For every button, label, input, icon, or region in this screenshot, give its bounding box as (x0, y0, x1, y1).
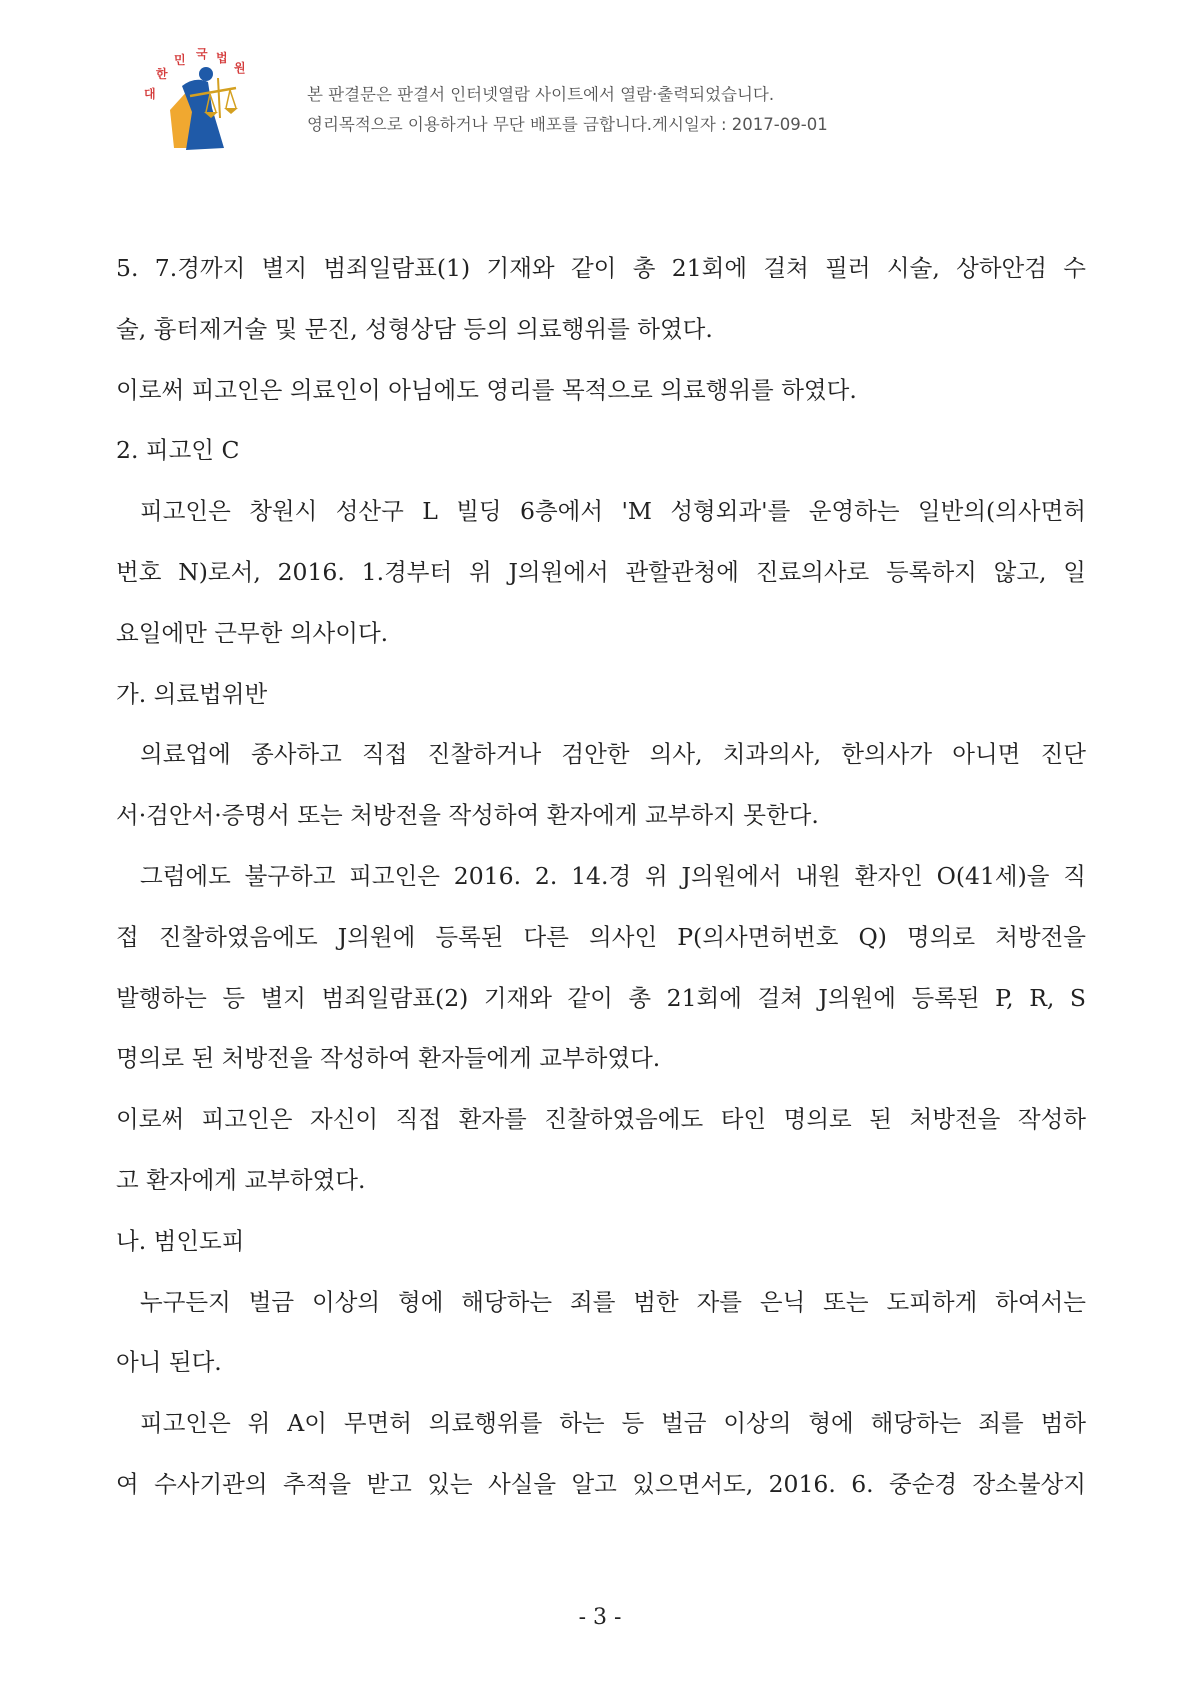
text-line: 접 진찰하였음에도 J의원에 등록된 다른 의사인 P(의사면허번호 Q) 명의로 처방전을 (116, 922, 1086, 951)
subsection-heading: 가. 의료법위반 (116, 679, 268, 708)
court-emblem-logo (140, 48, 270, 158)
text-line: 그럼에도 불구하고 피고인은 2016. 2. 14.경 위 J의원에서 내원 환자인 O(41세)을 직 (140, 861, 1086, 890)
logo-char: 국 (196, 48, 208, 61)
text-line: 이로써 피고인은 의료인이 아님에도 영리를 목적으로 의료행위를 하였다. (116, 375, 857, 404)
section-heading: 2. 피고인 C (116, 436, 240, 465)
text-line: 발행하는 등 별지 범죄일람표(2) 기재와 같이 총 21회에 걸쳐 J의원에 등록된 P, R, S (116, 983, 1086, 1012)
text-line: 5. 7.경까지 별지 범죄일람표(1) 기재와 같이 총 21회에 걸쳐 필러 시술, 상하안검 수 (116, 254, 1086, 282)
publication-notice (307, 80, 828, 140)
logo-char: 민 (174, 53, 186, 67)
text-line: 피고인은 창원시 성산구 L 빌딩 6층에서 'M 성형외과'를 운영하는 일반의(의사면허 (140, 497, 1086, 526)
notice-line-1: 본 판결문은 판결서 인터넷열람 사이트에서 열람·출력되었습니다. (307, 85, 775, 104)
judgment-body (116, 248, 1086, 1525)
notice-line-2: 영리목적으로 이용하거나 무단 배포를 금합니다.게시일자 : 2017-09-01 (307, 115, 828, 134)
subsection-heading: 나. 범인도피 (116, 1226, 245, 1255)
text-line: 누구든지 벌금 이상의 형에 해당하는 죄를 범한 자를 은닉 또는 도피하게 하여서는 (140, 1287, 1086, 1316)
text-line: 아니 된다. (116, 1348, 222, 1377)
text-line: 서·검안서·증명서 또는 처방전을 작성하여 환자에게 교부하지 못한다. (116, 801, 819, 830)
text-line: 여 수사기관의 추적을 받고 있는 사실을 알고 있으면서도, 2016. 6. 중순경 장소불상지 (116, 1469, 1086, 1498)
text-line: 술, 흉터제거술 및 문진, 성형상담 등의 의료행위를 하였다. (116, 314, 713, 343)
text-line: 피고인은 위 A이 무면허 의료행위를 하는 등 벌금 이상의 형에 해당하는 죄를 범하 (140, 1409, 1086, 1438)
text-line: 요일에만 근무한 의사이다. (116, 618, 389, 647)
text-line: 의료업에 종사하고 직접 진찰하거나 검안한 의사, 치과의사, 한의사가 아니면 진단 (140, 740, 1086, 769)
text-line: 명의로 된 처방전을 작성하여 환자들에게 교부하였다. (116, 1044, 661, 1073)
page-number: - 3 - (578, 1605, 622, 1630)
logo-char: 법 (216, 51, 228, 65)
text-line: 고 환자에게 교부하였다. (116, 1165, 366, 1194)
logo-char: 대 (144, 87, 156, 101)
logo-char: 원 (234, 61, 246, 75)
text-line: 번호 N)로서, 2016. 1.경부터 위 J의원에서 관할관청에 진료의사로 등록하지 않고, 일 (116, 557, 1086, 586)
text-line: 이로써 피고인은 자신이 직접 환자를 진찰하였음에도 타인 명의로 된 처방전을 작성하 (116, 1105, 1086, 1134)
logo-char: 한 (156, 67, 168, 81)
